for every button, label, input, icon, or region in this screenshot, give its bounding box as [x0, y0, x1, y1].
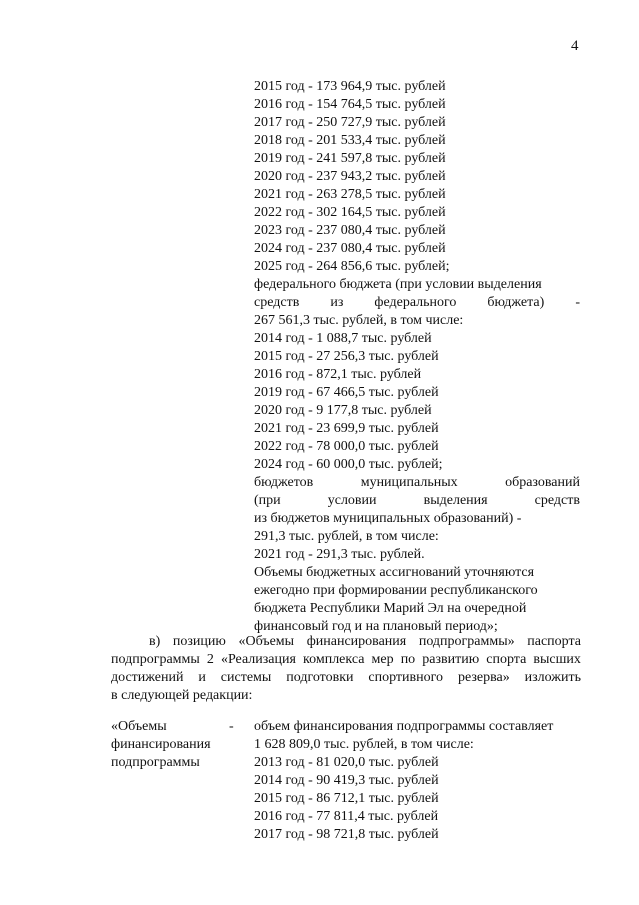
- word: развитию: [422, 652, 480, 667]
- paragraph-line: в следующей редакции:: [111, 688, 253, 703]
- note-line: ежегодно при формировании республиканского: [254, 583, 538, 598]
- municipal-budget-line: [254, 474, 580, 492]
- label-line: «Объемы: [111, 719, 167, 734]
- funding-text-column: [254, 78, 580, 636]
- word: образований: [505, 475, 580, 490]
- note-line: бюджета Республики Марий Эл на очередной: [254, 601, 527, 616]
- word: муниципальных: [360, 475, 458, 490]
- paragraph-v: [111, 633, 581, 705]
- year-line: 2016 год - 77 811,4 тыс. рублей: [254, 809, 439, 824]
- word: из: [330, 295, 344, 310]
- word: средств: [534, 493, 580, 508]
- label-line: финансирования: [111, 737, 211, 752]
- year-line: 2013 год - 81 020,0 тыс. рублей: [254, 755, 439, 770]
- word: 2: [206, 652, 214, 667]
- year-line: 2014 год - 90 419,3 тыс. рублей: [254, 773, 439, 788]
- word: и: [198, 670, 206, 685]
- word: паспорта: [527, 634, 581, 649]
- word: «Реализация: [220, 652, 296, 667]
- year-line: 2017 год - 250 727,9 тыс. рублей: [254, 115, 446, 130]
- year-line: 2025 год - 264 856,6 тыс. рублей;: [254, 259, 450, 274]
- word: выделения: [423, 493, 488, 508]
- year-line: 2019 год - 67 466,5 тыс. рублей: [254, 385, 439, 400]
- word: позицию: [172, 634, 226, 649]
- note-line: финансовый год и на плановый период»;: [254, 619, 498, 634]
- word: бюджета): [487, 295, 545, 310]
- word: системы: [220, 670, 272, 685]
- word: финансирования: [306, 634, 407, 649]
- word: бюджетов: [254, 475, 314, 490]
- year-line: 2022 год - 78 000,0 тыс. рублей: [254, 439, 439, 454]
- word: подпрограммы: [111, 652, 200, 667]
- year-line: 2023 год - 237 080,4 тыс. рублей: [254, 223, 446, 238]
- year-line: 2019 год - 241 597,8 тыс. рублей: [254, 151, 446, 166]
- word: (при: [254, 493, 281, 508]
- municipal-budget-line: 291,3 тыс. рублей, в том числе:: [254, 529, 439, 544]
- note-line: Объемы бюджетных ассигнований уточняются: [254, 565, 535, 580]
- word: по: [400, 652, 416, 667]
- word: высших: [533, 652, 581, 667]
- word: подготовки: [286, 670, 354, 685]
- year-line: 2020 год - 237 943,2 тыс. рублей: [254, 169, 446, 184]
- year-line: 2021 год - 23 699,9 тыс. рублей: [254, 421, 439, 436]
- paragraph-line: [111, 633, 581, 651]
- word: -: [575, 295, 580, 310]
- paragraph-line: [111, 669, 581, 687]
- word: комплекса: [303, 652, 365, 667]
- year-line: 2015 год - 27 256,3 тыс. рублей: [254, 349, 439, 364]
- year-line: 2018 год - 201 533,4 тыс. рублей: [254, 133, 446, 148]
- word: подпрограммы»: [418, 634, 515, 649]
- year-line: 2022 год - 302 164,5 тыс. рублей: [254, 205, 446, 220]
- page-number: 4: [571, 38, 579, 54]
- federal-budget-line: [254, 294, 580, 312]
- federal-budget-line: 267 561,3 тыс. рублей, в том числе:: [254, 313, 464, 328]
- year-line: 2024 год - 237 080,4 тыс. рублей: [254, 241, 446, 256]
- word: резерва»: [457, 670, 510, 685]
- word: в): [149, 634, 161, 649]
- year-line: 2020 год - 9 177,8 тыс. рублей: [254, 403, 432, 418]
- funding-label: [111, 718, 243, 772]
- value-line: объем финансирования подпрограммы составляет: [254, 719, 554, 734]
- year-line: 2024 год - 60 000,0 тыс. рублей;: [254, 457, 443, 472]
- word: спорта: [486, 652, 527, 667]
- word: условии: [327, 493, 377, 508]
- funding-value-column: [254, 718, 580, 844]
- word: мер: [371, 652, 394, 667]
- federal-budget-line: федерального бюджета (при условии выделения: [254, 277, 542, 292]
- municipal-budget-line: из бюджетов муниципальных образований) -: [254, 511, 522, 526]
- word: спортивного: [368, 670, 444, 685]
- municipal-budget-line: [254, 492, 580, 510]
- paragraph-line: [111, 651, 581, 669]
- year-line: 2016 год - 872,1 тыс. рублей: [254, 367, 422, 382]
- word: достижений: [111, 670, 184, 685]
- label-line: подпрограммы: [111, 755, 200, 770]
- word: федерального: [374, 295, 457, 310]
- year-line: 2017 год - 98 721,8 тыс. рублей: [254, 827, 439, 842]
- label-dash: -: [229, 719, 234, 734]
- word: «Объемы: [238, 634, 295, 649]
- word: средств: [254, 295, 300, 310]
- year-line: 2016 год - 154 764,5 тыс. рублей: [254, 97, 446, 112]
- word: изложить: [524, 670, 581, 685]
- year-line: 2014 год - 1 088,7 тыс. рублей: [254, 331, 432, 346]
- year-line: 2015 год - 86 712,1 тыс. рублей: [254, 791, 439, 806]
- municipal-budget-line: 2021 год - 291,3 тыс. рублей.: [254, 547, 425, 562]
- value-line: 1 628 809,0 тыс. рублей, в том числе:: [254, 737, 474, 752]
- year-line: 2021 год - 263 278,5 тыс. рублей: [254, 187, 446, 202]
- year-line: 2015 год - 173 964,9 тыс. рублей: [254, 79, 446, 94]
